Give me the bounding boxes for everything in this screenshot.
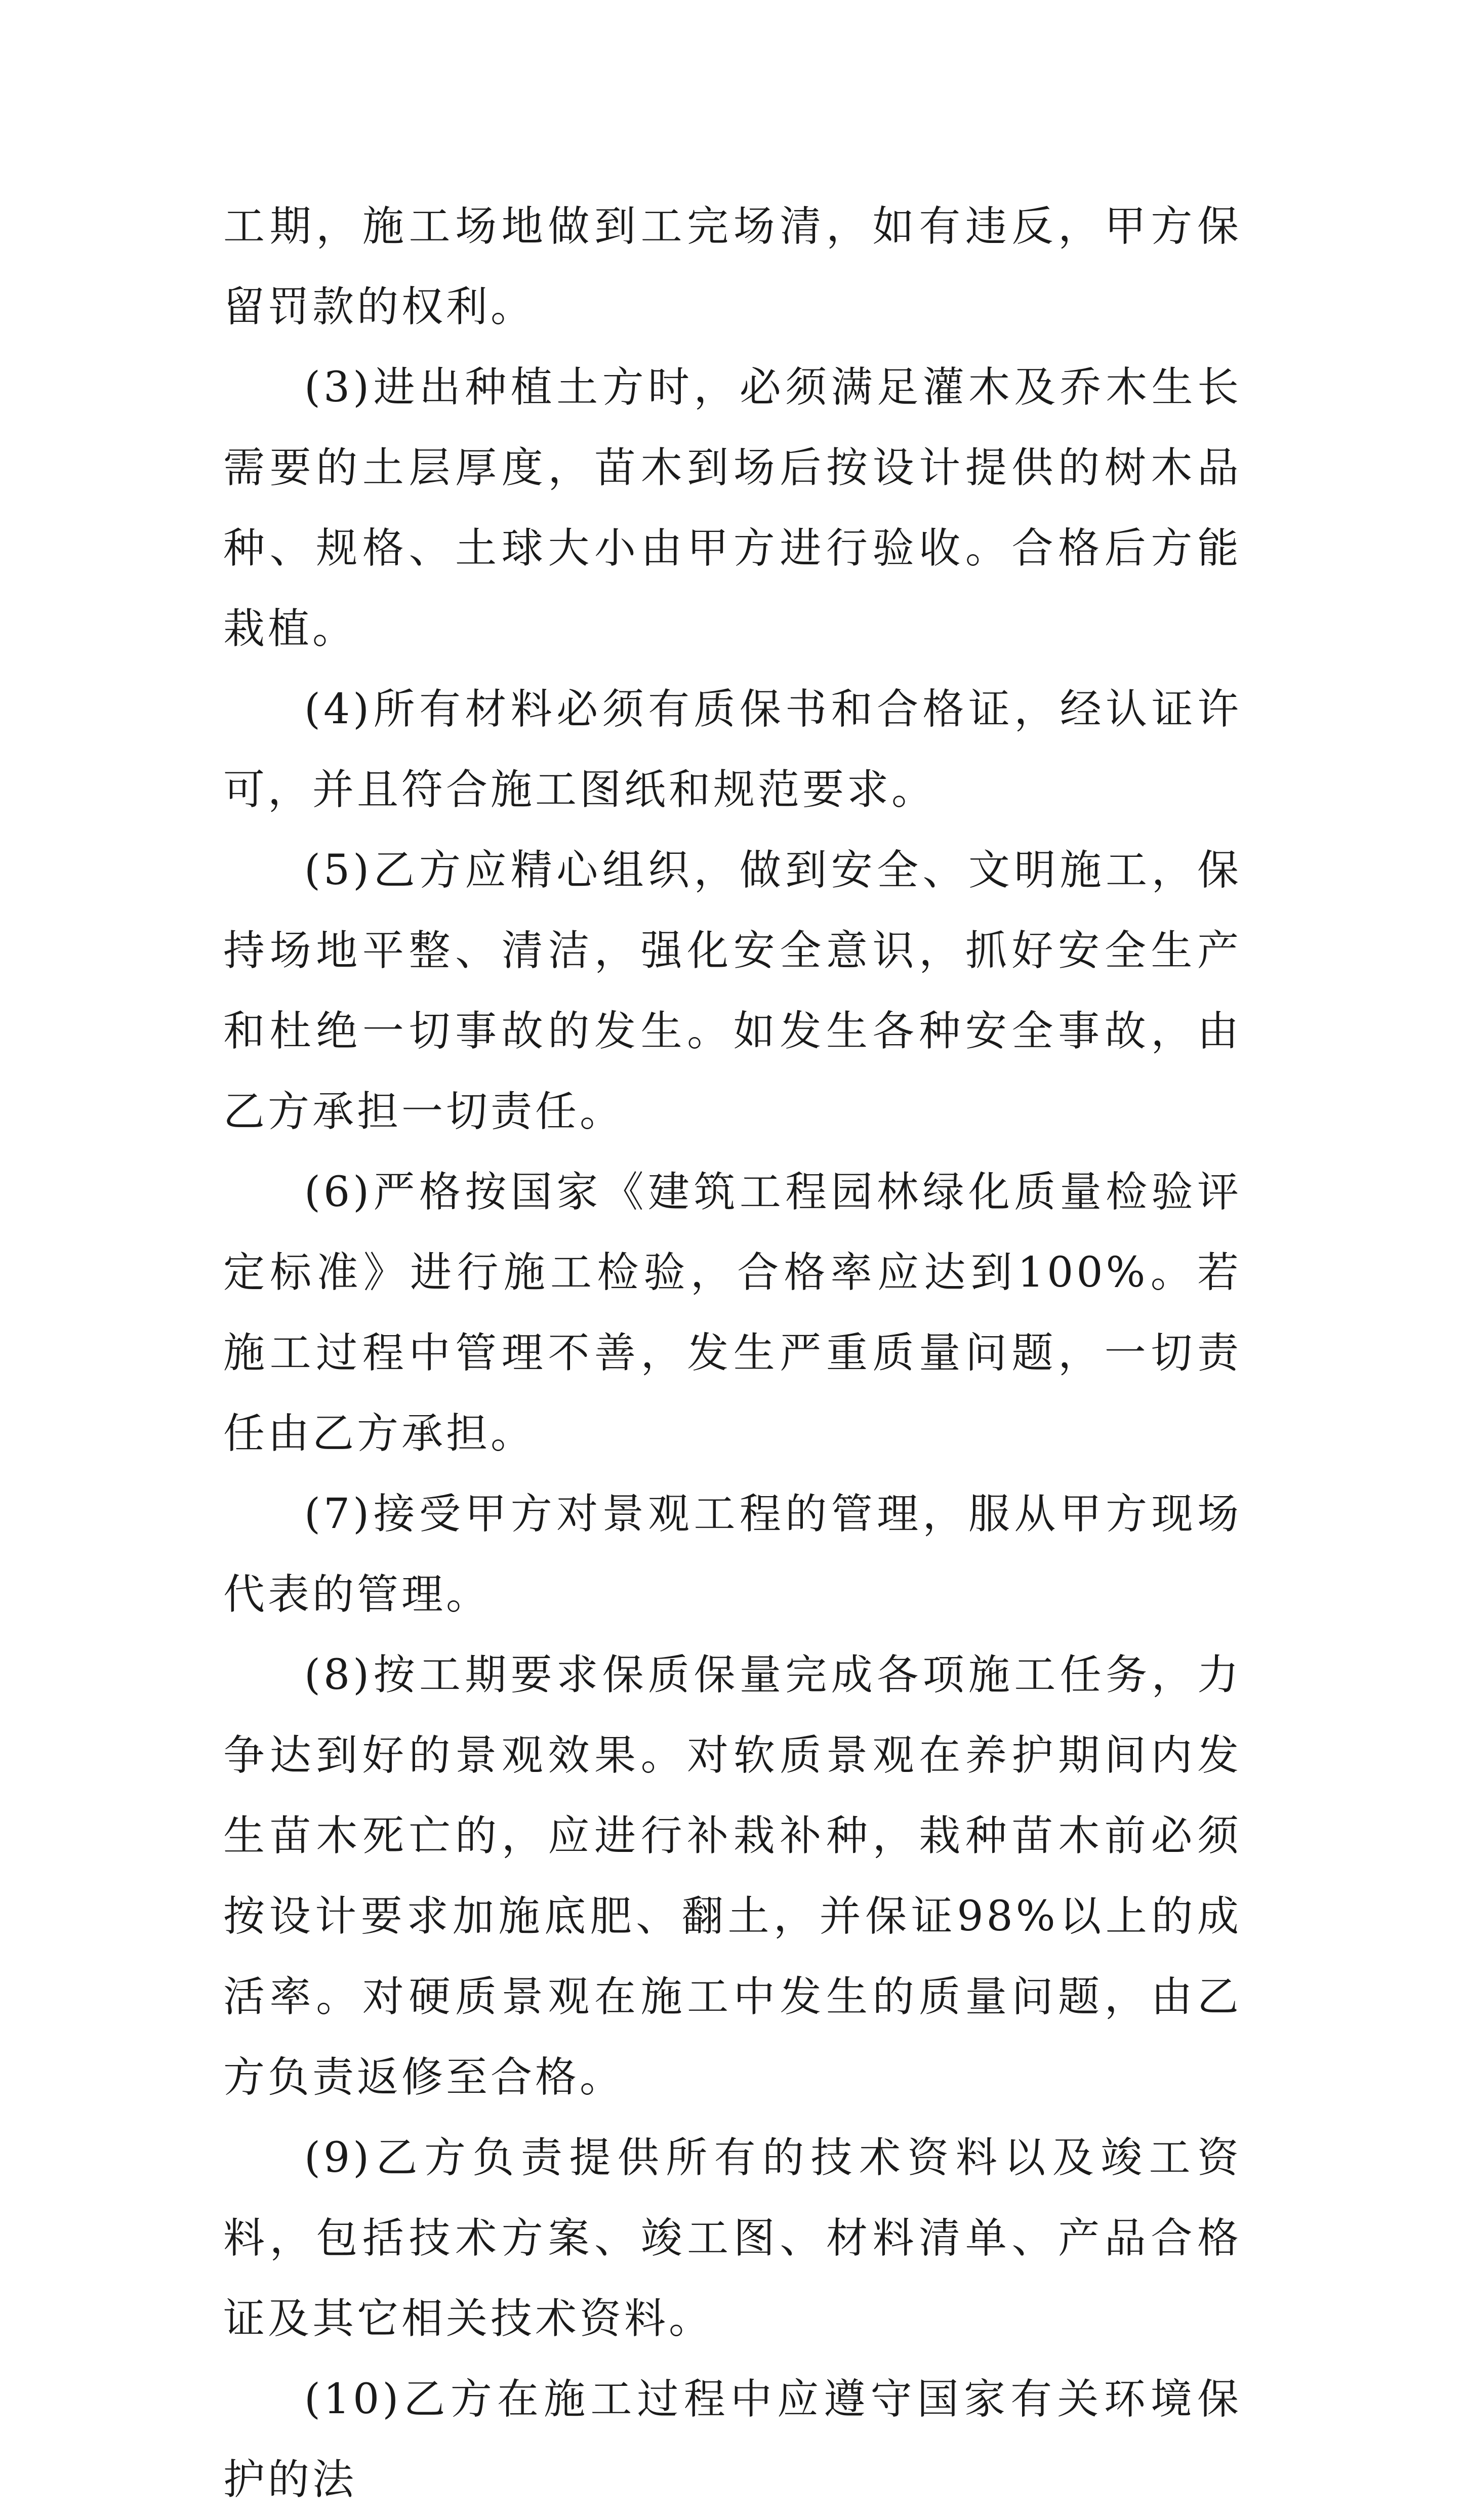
paragraph-item-8: (8)按工期要求保质保量完成各项施工任务，力争达到好的景观效果。对软质景观在养护期间内发生苗木死亡的，应进行补栽补种，栽种苗木前必须按设计要求加施底肥、翻土，并保证98%以上的成活率。对硬质景观在施工中发生的质量问题，由乙方负责返修至合格。 bbox=[223, 1651, 1242, 2101]
paragraph-item-7: (7)接受甲方对景观工程的管理，服从甲方现场代表的管理。 bbox=[223, 1490, 1242, 1619]
document-body bbox=[223, 186, 1242, 2520]
paragraph-item-5: (5)乙方应精心组织，做到安全、文明施工，保持场地平整、清洁，强化安全意识，抓好安全生产和杜绝一切事故的发生。如发生各种安全事故，由乙方承担一切责任。 bbox=[223, 846, 1242, 1136]
paragraph-item-3: (3)进出种植土方时，必须满足灌木及乔木生长需要的土层厚度，苗木到场后按设计提供的树木品种、规格、土球大小由甲方进行验收。合格后方能栽植。 bbox=[223, 363, 1242, 653]
paragraph-item-9: (9)乙方负责提供所有的技术资料以及竣工资料，包括技术方案、竣工图、材料清单、产品合格证及其它相关技术资料。 bbox=[223, 2134, 1242, 2343]
paragraph-item-10: (10)乙方在施工过程中应遵守国家有关环境保护的法 bbox=[223, 2375, 1242, 2504]
paragraph-item-6: (6)严格按国家《建筑工程园林绿化质量检验评定标准》进行施工检验，合格率应达到100%。若施工过程中管理不善，发生严重质量问题，一切责任由乙方承担。 bbox=[223, 1168, 1242, 1458]
paragraph-continuation: 工期，施工场地做到工完场清，如有违反，甲方保留罚款的权利。 bbox=[223, 202, 1242, 331]
paragraph-item-4: (4)所有材料必须有质保书和合格证，经认证许可，并且符合施工图纸和规范要求。 bbox=[223, 685, 1242, 814]
